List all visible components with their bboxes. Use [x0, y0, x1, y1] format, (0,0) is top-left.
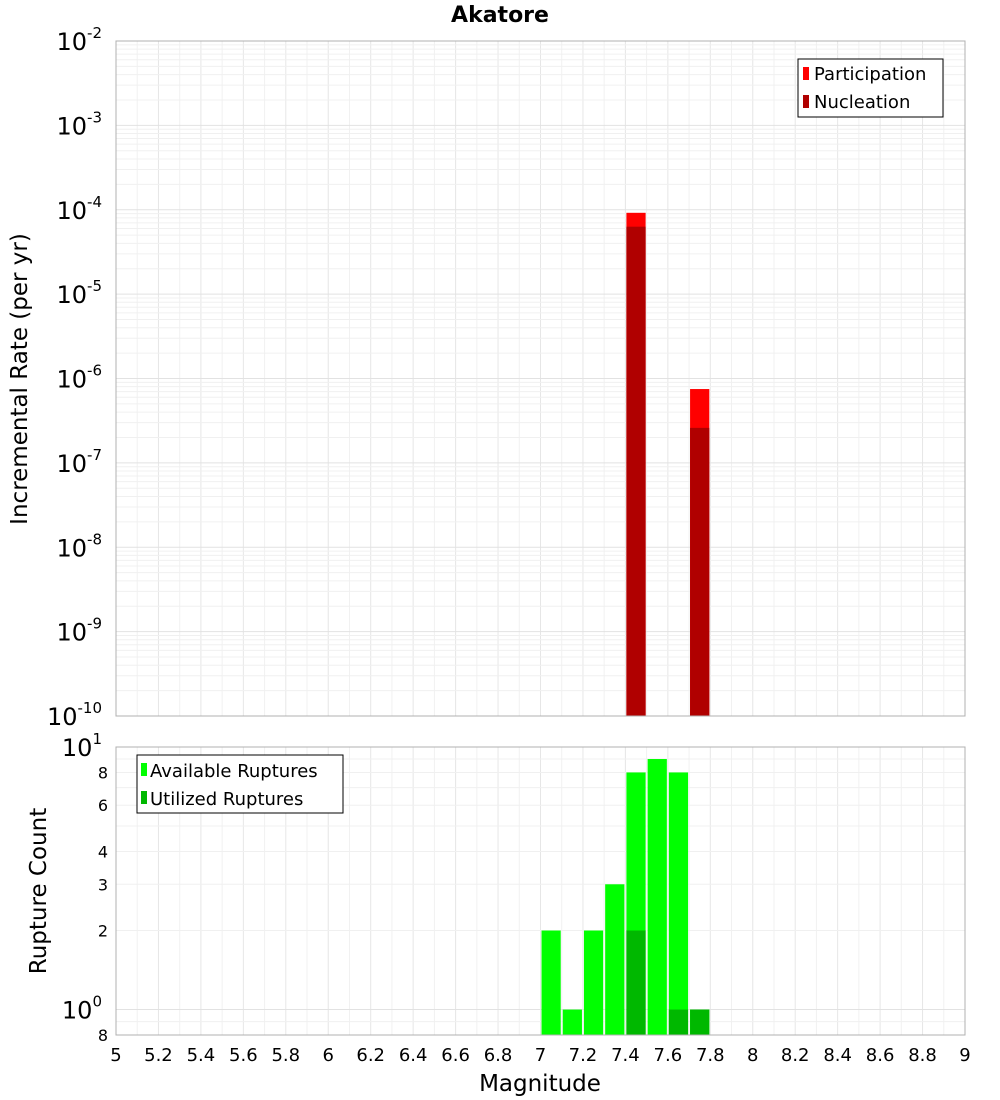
x-tick-label: 7 [534, 1045, 547, 1066]
count-y-axis-label: Rupture Count [26, 807, 52, 975]
count-legend [137, 755, 343, 813]
rate-y-axis-label: Incremental Rate (per yr) [7, 233, 33, 525]
legend-swatch-available [141, 763, 147, 776]
x-tick-label: 7.8 [695, 1045, 725, 1066]
x-tick-label: 5.6 [229, 1045, 258, 1066]
x-tick-label: 5 [110, 1045, 122, 1066]
count-y-ticks [62, 730, 108, 1045]
count-bar-available-ruptures [605, 884, 624, 1035]
count-bar-utilized-ruptures [626, 931, 645, 1035]
rate-bar-nucleation [626, 227, 645, 716]
x-tick-label: 8.2 [780, 1045, 810, 1066]
count-bar-available-ruptures [563, 1010, 582, 1035]
rate-grid [116, 41, 965, 716]
x-axis-label: Magnitude [479, 1071, 601, 1097]
incremental-rate-panel [7, 24, 965, 731]
legend-label-available: Available Ruptures [150, 761, 318, 782]
count-bar-available-ruptures [669, 772, 688, 1035]
count-y-tick-label: 8 [97, 1026, 108, 1045]
x-tick-label: 5.2 [144, 1045, 173, 1066]
x-tick-label: 6.4 [398, 1045, 428, 1066]
count-bar-utilized-ruptures [669, 1010, 688, 1035]
legend-label-utilized: Utilized Ruptures [150, 789, 304, 810]
chart-title: Akatore [451, 3, 549, 28]
rate-y-tick-label: 10-5 [56, 277, 102, 310]
rupture-count-panel [26, 730, 965, 1045]
x-axis-ticks [110, 1045, 970, 1066]
count-y-tick-label: 8 [97, 763, 108, 783]
x-tick-label: 5.4 [186, 1045, 216, 1066]
rate-y-tick-label: 10-4 [56, 192, 102, 225]
rate-y-tick-label: 10-10 [46, 699, 102, 731]
x-tick-label: 7.6 [653, 1045, 683, 1066]
x-tick-label: 8.6 [865, 1045, 895, 1066]
rate-y-tick-label: 10-9 [56, 614, 102, 647]
legend-swatch-participation [803, 67, 809, 80]
count-bar-available-ruptures [584, 931, 603, 1035]
x-tick-label: 6.6 [441, 1045, 470, 1066]
x-tick-label: 6.2 [356, 1045, 386, 1066]
x-tick-label: 7.2 [568, 1045, 598, 1066]
rate-bar-nucleation [690, 428, 709, 716]
rate-y-tick-label: 10-3 [56, 108, 102, 141]
x-tick-label: 6.8 [483, 1045, 513, 1066]
x-tick-label: 8 [747, 1045, 759, 1066]
x-tick-label: 6 [322, 1045, 334, 1066]
count-y-tick-label: 100 [61, 992, 102, 1025]
count-y-tick-label: 101 [61, 730, 102, 762]
count-bar-utilized-ruptures [690, 1010, 709, 1035]
legend-swatch-utilized [141, 791, 147, 804]
rate-legend [798, 59, 943, 117]
rate-y-tick-label: 10-7 [56, 445, 102, 478]
count-bar-available-ruptures [648, 759, 667, 1035]
rate-y-tick-label: 10-8 [56, 530, 102, 563]
x-tick-label: 7.4 [611, 1045, 640, 1066]
x-tick-label: 5.8 [271, 1045, 301, 1066]
count-y-tick-label: 6 [97, 796, 108, 816]
legend-label-participation: Participation [814, 64, 927, 85]
rate-y-tick-label: 10-6 [56, 361, 102, 394]
count-y-tick-label: 2 [97, 921, 108, 941]
x-tick-label: 8.4 [823, 1045, 852, 1066]
legend-label-nucleation: Nucleation [814, 92, 911, 113]
x-tick-label: 8.8 [908, 1045, 937, 1066]
x-tick-label: 9 [959, 1045, 971, 1066]
rate-y-ticks [47, 24, 102, 731]
count-bar-available-ruptures [542, 931, 561, 1035]
legend-swatch-nucleation [803, 95, 809, 108]
rate-y-tick-label: 10-2 [56, 24, 102, 56]
count-y-tick-label: 3 [97, 875, 108, 895]
count-y-tick-label: 4 [97, 842, 108, 862]
